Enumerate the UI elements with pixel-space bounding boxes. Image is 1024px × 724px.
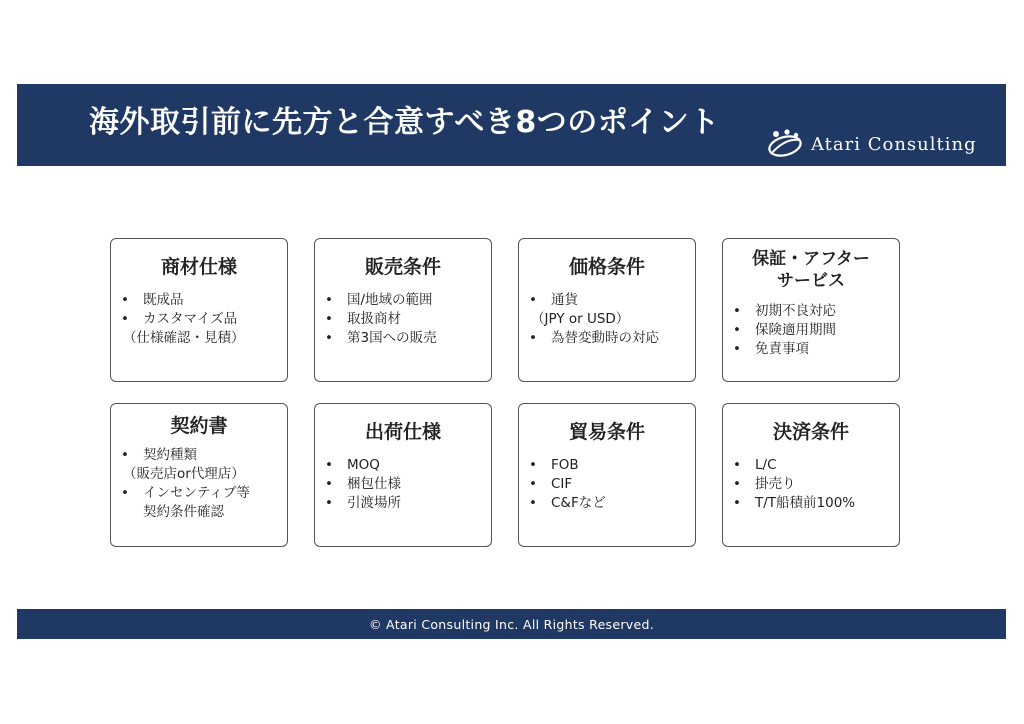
card-payment-terms [722,403,900,547]
list-item: • L/C [733,457,777,473]
list-item: （仕様確認・見積） [123,330,245,346]
card-list [111,291,287,348]
footer-bar [17,609,1006,639]
list-item: • 国/地域の範囲 [325,292,433,308]
brand-logo [765,127,977,161]
list-item: • 通貨 [529,292,578,308]
list-item: • 為替変動時の対応 [529,330,659,346]
card-list [723,456,899,513]
list-item: • 取扱商材 [325,311,401,327]
card-list [315,456,491,513]
list-item: • FOB [529,457,579,473]
brand-name: Atari Consulting [811,133,977,155]
list-item: （販売店or代理店） [123,466,245,482]
list-item: （JPY or USD） [531,311,630,327]
card-price-terms [518,238,696,382]
card-product-spec [110,238,288,382]
card-list [111,446,287,522]
list-item: 契約条件確認 [143,504,224,520]
card-title: 契約書 [170,415,228,437]
list-item: • 保険適用期間 [733,322,836,338]
list-item: • 初期不良対応 [733,303,836,319]
list-item: • MOQ [325,457,380,473]
list-item: • 免責事項 [733,341,809,357]
page-title: 海外取引前に先方と合意すべき8つのポイント [89,105,720,140]
card-title: 販売条件 [364,256,441,278]
card-list [315,291,491,348]
card-contract [110,403,288,547]
card-title: 価格条件 [568,256,645,278]
list-item: • C&Fなど [529,495,606,511]
card-title: 商材仕様 [160,256,237,278]
copyright-text: © Atari Consulting Inc. All Rights Reserved. [368,616,654,632]
card-trade-terms [518,403,696,547]
list-item: • 引渡場所 [325,495,401,511]
list-item: • 掛売り [733,476,796,492]
atari-logo-icon [765,128,805,160]
header-bar [17,84,1006,166]
list-item: • T/T船積前100% [733,495,856,511]
card-title: 決済条件 [772,421,849,443]
list-item: • CIF [529,476,573,492]
card-title: 出荷仕様 [364,421,441,443]
list-item: • カスタマイズ品 [121,311,238,327]
card-list [519,456,695,513]
list-item: • インセンティブ等 [121,485,250,501]
card-shipping-spec [314,403,492,547]
card-title: 保証・アフター サービス [752,249,870,291]
card-list [519,291,695,348]
card-list [723,302,899,359]
card-warranty [722,238,900,382]
list-item: • 梱包仕様 [325,476,401,492]
card-sales-terms [314,238,492,382]
card-title: 貿易条件 [568,421,645,443]
list-item: • 既成品 [121,292,184,308]
list-item: • 契約種類 [121,447,197,463]
list-item: • 第3国への販売 [325,330,437,346]
